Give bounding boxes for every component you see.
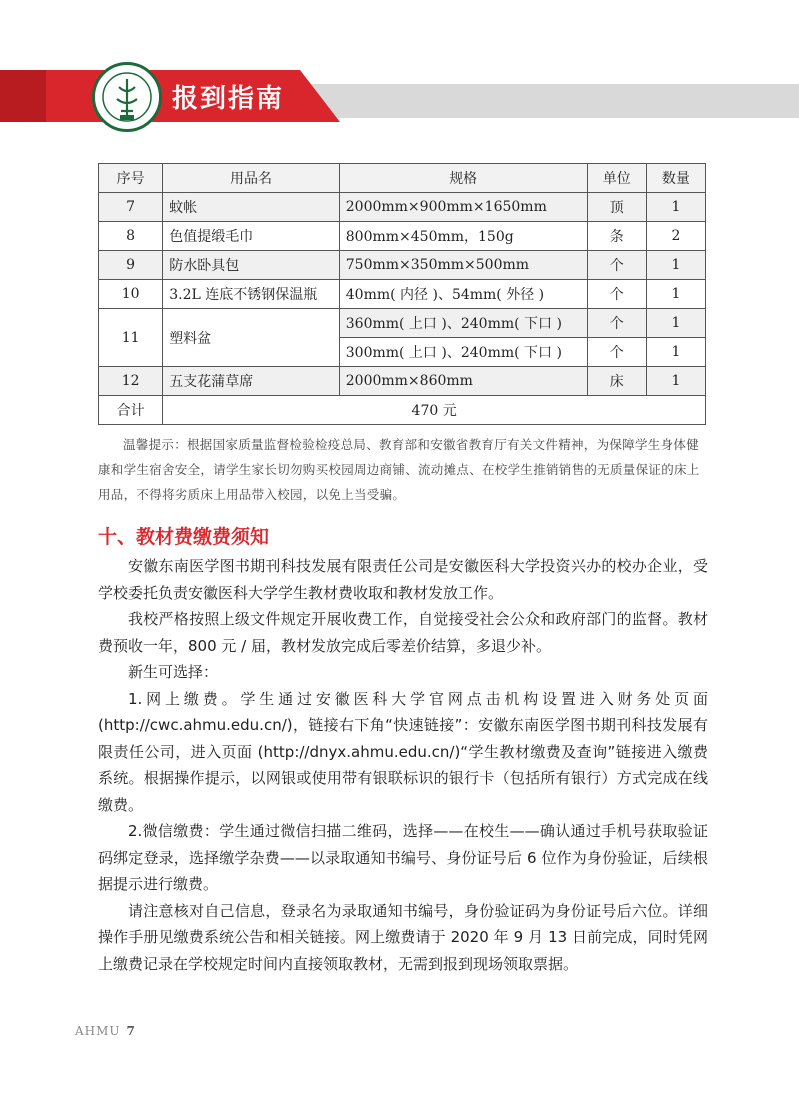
cell-spec: 2000mm×900mm×1650mm (339, 193, 587, 222)
cell-no: 11 (99, 309, 163, 367)
cell-unit: 个 (587, 338, 646, 367)
table-row (99, 367, 706, 396)
table-row (99, 280, 706, 309)
cell-name: 3.2L 连底不锈钢保温瓶 (163, 280, 339, 309)
cell-qty: 1 (646, 309, 705, 338)
banner-red-edge (0, 70, 46, 122)
cell-unit: 个 (587, 309, 646, 338)
table-row (99, 222, 706, 251)
cell-qty: 1 (646, 338, 705, 367)
cell-name: 塑料盆 (163, 309, 339, 367)
cell-spec: 360mm( 上口 )、240mm( 下口 ) (339, 309, 587, 338)
cell-unit: 个 (587, 251, 646, 280)
table-row (99, 193, 706, 222)
cell-qty: 1 (646, 193, 705, 222)
cell-spec: 800mm×450mm，150g (339, 222, 587, 251)
cell-unit: 条 (587, 222, 646, 251)
university-logo (92, 62, 162, 132)
cell-no: 12 (99, 367, 163, 396)
cell-name: 蚊帐 (163, 193, 339, 222)
cell-no: 10 (99, 280, 163, 309)
cell-qty: 1 (646, 251, 705, 280)
cell-qty: 1 (646, 280, 705, 309)
footer-label: AHMU (75, 1024, 121, 1038)
cell-unit: 床 (587, 367, 646, 396)
table-row (99, 251, 706, 280)
paragraph: 新生可选择： (128, 663, 219, 681)
table-total-row (99, 396, 706, 425)
page-number: 7 (126, 1024, 136, 1038)
section-body (98, 553, 708, 977)
cell-spec: 750mm×350mm×500mm (339, 251, 587, 280)
cell-no: 8 (99, 222, 163, 251)
col-header-qty: 数量 (646, 164, 705, 193)
paragraph: 请注意核对自己信息，登录名为录取通知书编号，身份验证码为身份证号后六位。详细操作手册见缴费系统公告和相关链接。网上缴费请于 2020 年 9 月 13 日前完成，同时凭网上缴费记录在学校规定时间内直接领取教材，无需到报到现场领取票据。 (98, 901, 708, 973)
page-footer (75, 1024, 136, 1038)
col-header-spec: 规格 (339, 164, 587, 193)
paragraph: 2.微信缴费：学生通过微信扫描二维码，选择——在校生——确认通过手机号获取验证码绑定登录，选择缴学杂费——以录取通知书编号、身份证号后 6 位作为身份验证，后续根据提示进行缴费。 (98, 822, 708, 893)
dorm-items-table (98, 163, 706, 425)
notice-text: 温馨提示：根据国家质量监督检验检疫总局、教育部和安徽省教育厅有关文件精神，为保障学生身体健康和学生宿舍安全，请学生家长切勿购买校园周边商铺、流动摊点、在校学生推销销售的无质量保证的床上用品，不得将劣质床上用品带入校园，以免上当受骗。 (98, 437, 700, 502)
cell-name: 色值提缎毛巾 (163, 222, 339, 251)
col-header-name: 用品名 (163, 164, 339, 193)
banner-red-band (0, 70, 340, 122)
paragraph: 安徽东南医学图书期刊科技发展有限责任公司是安徽医科大学投资兴办的校办企业，受学校委托负责安徽医科大学学生教材费收取和教材发放工作。 (98, 557, 708, 602)
cell-spec: 40mm( 内径 )、54mm( 外径 ) (339, 280, 587, 309)
table-header-row (99, 164, 706, 193)
cell-unit: 顶 (587, 193, 646, 222)
cell-unit: 个 (587, 280, 646, 309)
section-title: 十、教材费缴费须知 (98, 526, 270, 548)
cell-no: 9 (99, 251, 163, 280)
col-header-unit: 单位 (587, 164, 646, 193)
cell-name: 防水卧具包 (163, 251, 339, 280)
cell-qty: 1 (646, 367, 705, 396)
paragraph: 1.网上缴费。学生通过安徽医科大学官网点击机构设置进入财务处页面 (http://cwc.ahmu.edu.cn/)，链接右下角“快速链接”：安徽东南医学图书期刊科技发展有限责任公司，进入页面 (http://dnyx.ahmu.edu.cn/)“学生教材缴费及查询”链接进入缴费系统。根据操作提示，以网银或使用带有银联标识的银行卡（包括所有银行）方式完成在线缴费。 (98, 689, 708, 814)
paragraph: 我校严格按照上级文件规定开展收费工作，自觉接受社会公众和政府部门的监督。教材费预收一年，800 元 / 届，教材发放完成后零差价结算，多退少补。 (98, 610, 708, 655)
header-banner (0, 0, 799, 140)
cell-no: 7 (99, 193, 163, 222)
cell-spec: 2000mm×860mm (339, 367, 587, 396)
cell-qty: 2 (646, 222, 705, 251)
cell-name: 五支花蒲草席 (163, 367, 339, 396)
col-header-no: 序号 (99, 164, 163, 193)
page-title: 报到指南 (172, 84, 285, 114)
cell-spec: 300mm( 上口 )、240mm( 下口 ) (339, 338, 587, 367)
total-label: 合计 (99, 396, 163, 425)
total-value: 470 元 (163, 396, 706, 425)
table-row (99, 309, 706, 338)
